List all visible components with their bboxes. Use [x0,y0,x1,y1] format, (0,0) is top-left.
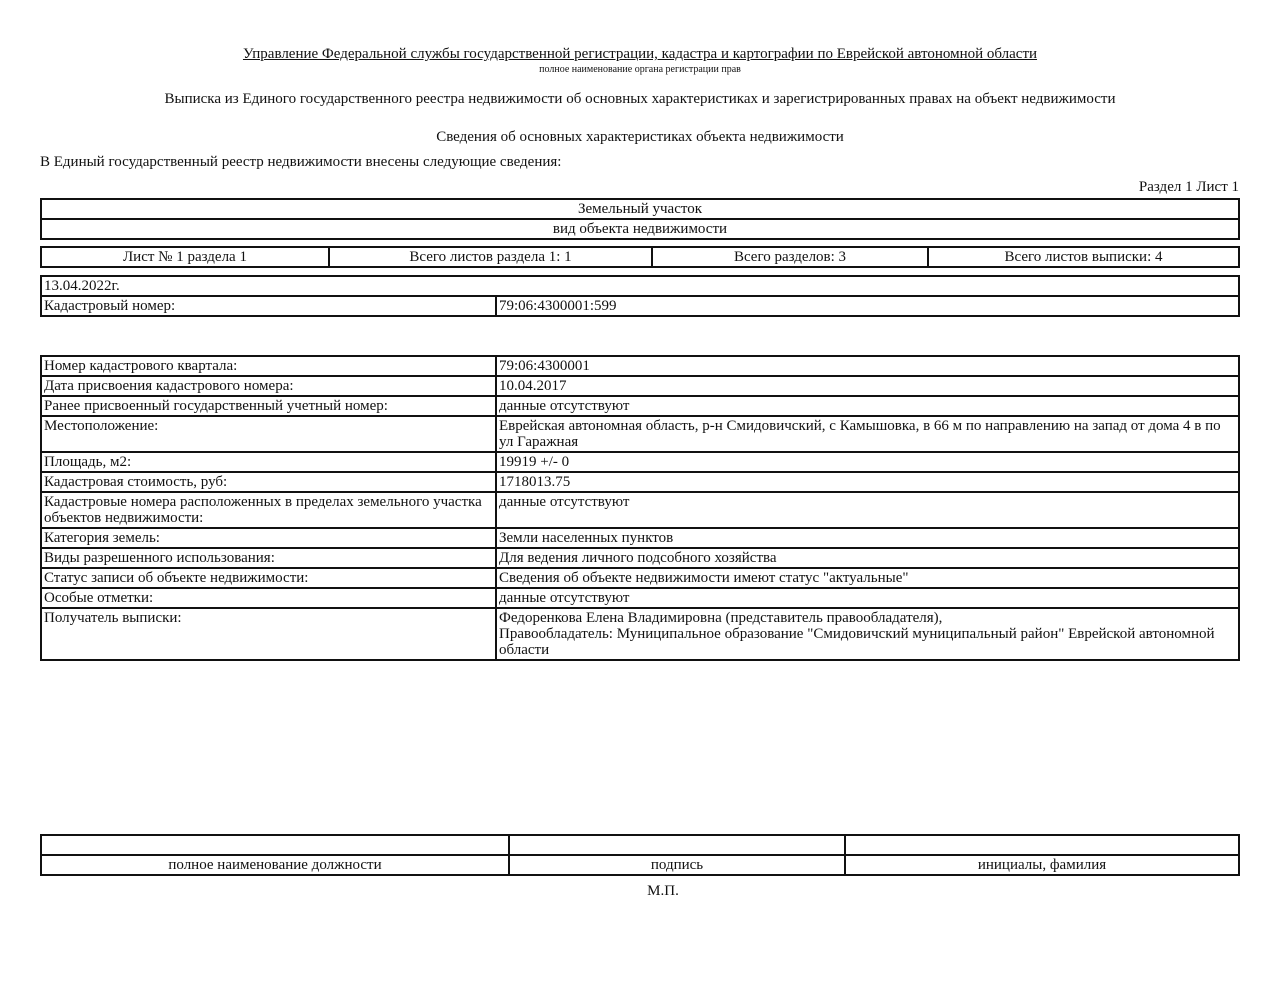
detail-value: данные отсутствуют [496,588,1239,608]
table-row [41,548,1239,568]
detail-value: Сведения об объекте недвижимости имеют статус "актуальные" [496,568,1239,588]
table-row [41,452,1239,472]
section-heading: Сведения об основных характеристиках объекта недвижимости [436,129,844,145]
total-extract-sheets: Всего листов выписки: 4 [928,247,1239,267]
detail-value [496,608,1239,660]
sheet-reference: Раздел 1 Лист 1 [1138,179,1239,195]
extract-date: 13.04.2022г. [41,276,1239,296]
stamp-place: М.П. [647,883,679,899]
table-row [41,608,1239,660]
authority-caption: полное наименование органа регистрации прав [539,64,741,75]
detail-label: Дата присвоения кадастрового номера: [41,376,496,396]
extract-title: Выписка из Единого государственного реестра недвижимости об основных характеристиках и зарегистрированных правах на объект недвижимости [164,91,1116,107]
object-type-caption: вид объекта недвижимости [41,219,1239,239]
detail-value: Еврейская автономная область, р-н Смидовичский, с Камышовка, в 66 м по направлению на запад от дома 4 в по ул Гаражная [496,416,1239,452]
table-row [41,472,1239,492]
sheet-number: Лист № 1 раздела 1 [41,247,329,267]
intro-text: В Единый государственный реестр недвижимости внесены следующие сведения: [40,154,562,170]
detail-value: данные отсутствуют [496,492,1239,528]
signature-caption: подпись [509,855,845,875]
detail-label: Номер кадастрового квартала: [41,356,496,376]
object-type-table [40,198,1240,240]
total-section-sheets: Всего листов раздела 1: 1 [329,247,652,267]
detail-label: Виды разрешенного использования: [41,548,496,568]
detail-label: Кадастровая стоимость, руб: [41,472,496,492]
detail-value: Земли населенных пунктов [496,528,1239,548]
cadastral-table [40,275,1240,317]
detail-label: Площадь, м2: [41,452,496,472]
detail-label: Ранее присвоенный государственный учетный номер: [41,396,496,416]
table-row [41,416,1239,452]
detail-value: Для ведения личного подсобного хозяйства [496,548,1239,568]
table-row [41,396,1239,416]
detail-label: Особые отметки: [41,588,496,608]
name-field [845,835,1239,855]
detail-value: 19919 +/- 0 [496,452,1239,472]
table-row [41,356,1239,376]
position-field [41,835,509,855]
authority-name: Управление Федеральной службы государственной регистрации, кадастра и картографии по Еврейской автономной области [242,46,1038,62]
detail-label: Статус записи об объекте недвижимости: [41,568,496,588]
detail-label: Получатель выписки: [41,608,496,660]
cadastral-number-label: Кадастровый номер: [41,296,496,316]
recipient-line: Федоренкова Елена Владимировна (представитель правообладателя), [499,610,943,626]
table-row [41,568,1239,588]
rightholder-line: Правообладатель: Муниципальное образование "Смидовичский муниципальный район" Еврейской автономной области [499,626,1215,658]
detail-label: Категория земель: [41,528,496,548]
table-row [41,588,1239,608]
signature-table [40,834,1240,876]
sheets-table [40,246,1240,268]
table-row [41,492,1239,528]
detail-label: Местоположение: [41,416,496,452]
detail-value: 1718013.75 [496,472,1239,492]
total-sections: Всего разделов: 3 [652,247,928,267]
name-caption: инициалы, фамилия [845,855,1239,875]
table-row [41,376,1239,396]
object-type: Земельный участок [41,199,1239,219]
cadastral-number-value: 79:06:4300001:599 [496,296,1239,316]
table-row [41,528,1239,548]
detail-value: данные отсутствуют [496,396,1239,416]
signature-field [509,835,845,855]
detail-value: 10.04.2017 [496,376,1239,396]
detail-label: Кадастровые номера расположенных в пределах земельного участка объектов недвижимости: [41,492,496,528]
position-caption: полное наименование должности [41,855,509,875]
details-table [40,355,1240,661]
detail-value: 79:06:4300001 [496,356,1239,376]
